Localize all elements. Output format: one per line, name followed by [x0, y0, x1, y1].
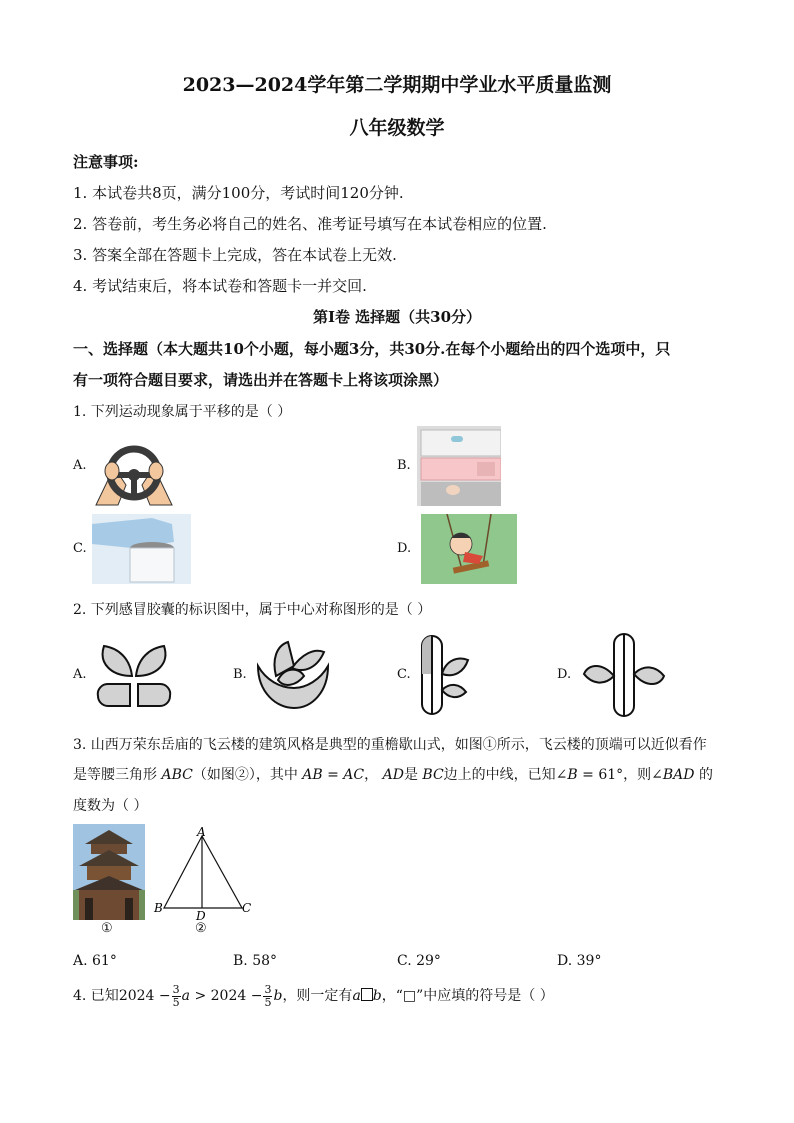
q3-pavilion-photo: [73, 824, 145, 920]
q3-label-a: A: [197, 825, 206, 839]
note-item: 4. 考试结束后，将本试卷和答题卡一并交回.: [73, 277, 367, 295]
q4-fraction-1: $\frac{3}{5}$: [172, 982, 180, 1009]
q1-option-a-label: A.: [73, 458, 87, 473]
section-instruction: 一、选择题（本大题共10个小题，每小题3分，共30分.在每个小题给出的四个选项中，只: [73, 340, 671, 358]
q1-option-d-label: D.: [397, 541, 412, 556]
q4-blank-box: [361, 988, 373, 1001]
question-3-line3: 度数为（ ）: [73, 798, 148, 814]
q3-label-c: C: [242, 901, 252, 915]
q2-symbol-b-icon: [254, 636, 332, 710]
q3-option-a: A. 61°: [73, 953, 117, 969]
section-instruction: 有一项符合题目要求，请选出并在答题卡上将该项涂黑）: [73, 371, 449, 389]
q3-option-b: B. 58°: [233, 953, 278, 969]
q3-option-c: C. 29°: [397, 953, 441, 969]
exam-title: 2023—2024学年第二学期期中学业水平质量监测: [182, 74, 612, 96]
q1-swing-image: [421, 514, 517, 584]
notes-heading: 注意事项:: [73, 153, 139, 171]
question-2-stem: 2. 下列感冒胶囊的标识图中，属于中心对称图形的是（ ）: [73, 602, 432, 618]
question-1-stem: 1. 下列运动现象属于平移的是（ ）: [73, 404, 292, 420]
q4-fraction-2: $\frac{3}{5}$: [264, 982, 272, 1009]
q3-triangle-figure: [150, 824, 254, 924]
q1-option-c-label: C.: [73, 541, 87, 556]
q1-drawer-image: [417, 426, 501, 506]
q3-figure1-label: ①: [101, 921, 113, 936]
note-item: 2. 答卷前，考生务必将自己的姓名、准考证号填写在本试卷相应的位置.: [73, 215, 547, 233]
q2-option-d-label: D.: [557, 667, 572, 682]
q3-label-d: D: [196, 909, 206, 923]
q1-steering-wheel-image: [88, 445, 180, 507]
note-item: 3. 答案全部在答题卡上完成，答在本试卷上无效.: [73, 246, 397, 264]
section-title: 第Ⅰ卷 选择题（共30分）: [312, 308, 482, 326]
q2-option-c-label: C.: [397, 667, 411, 682]
q2-option-a-label: A.: [73, 667, 87, 682]
q3-figure2-label: ②: [195, 921, 207, 936]
q1-jar-image: [92, 514, 191, 584]
question-3-line1: 3. 山西万荣东岳庙的飞云楼的建筑风格是典型的重檐歇山式，如图①所示，飞云楼的顶端可以近似看作: [73, 737, 707, 753]
exam-subtitle: 八年级数学: [349, 117, 445, 139]
note-item: 1. 本试卷共8页，满分100分，考试时间120分钟.: [73, 184, 404, 202]
q2-symbol-d-icon: [582, 632, 666, 718]
q3-option-d: D. 39°: [557, 953, 602, 969]
q1-option-b-label: B.: [397, 458, 411, 473]
q2-option-b-label: B.: [233, 667, 247, 682]
q2-symbol-c-icon: [416, 634, 470, 716]
question-3-line2: 是等腰三角形 ABC（如图②），其中 AB = AC， AD是 BC边上的中线，已知∠B = 61°，则∠BAD 的: [73, 767, 713, 783]
question-4-stem: 4. 已知2024 − $\frac{3}{5}$ a > 2024 − $\frac{3}{5}$ b，则一定有a b，“□”中应填的符号是（ ）: [73, 982, 554, 1009]
q3-label-b: B: [154, 901, 163, 915]
q2-symbol-a-icon: [92, 636, 176, 708]
